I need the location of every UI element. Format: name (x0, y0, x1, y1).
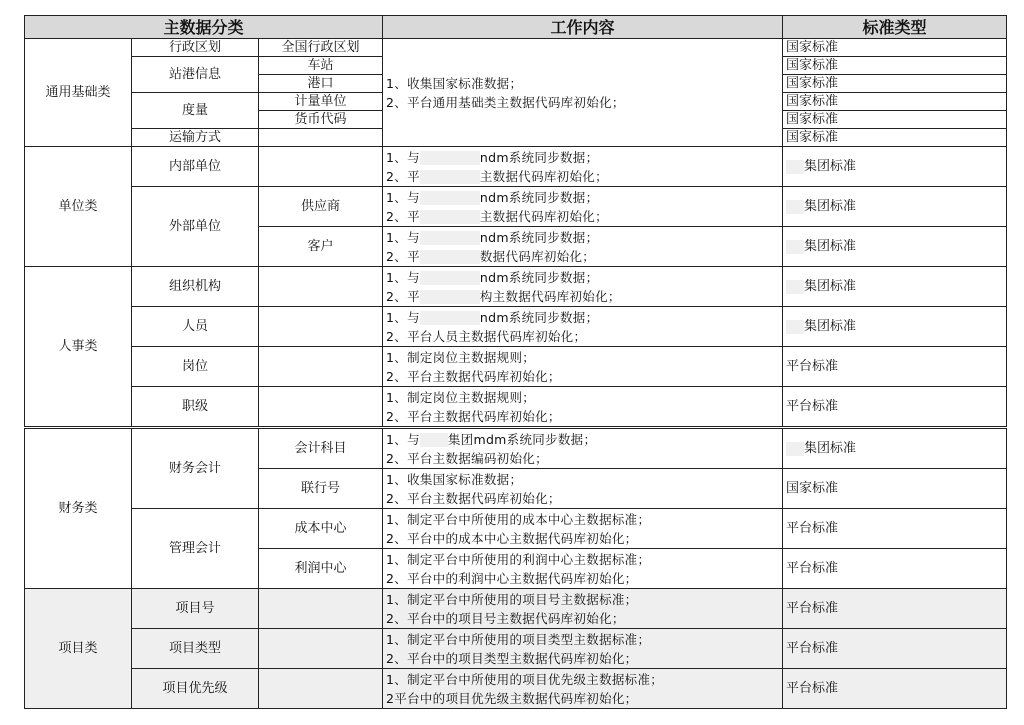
cell-customer: 客户 (259, 227, 383, 267)
std-cell: 国家标准 (783, 129, 1007, 147)
work-line: 1、收集国家标准数据； (386, 75, 523, 91)
header-work: 工作内容 (383, 16, 783, 39)
std-cell: 平台标准 (783, 347, 1007, 387)
work-person: 1、与 ndm系统同步数据； 2、平台人员主数据代码库初始化； (383, 307, 783, 347)
table-row (25, 267, 1007, 307)
std-cell: 国家标准 (783, 93, 1007, 111)
cell-project-priority: 项目优先级 (132, 669, 259, 709)
table-row (25, 39, 1007, 57)
cell-rank: 职级 (132, 387, 259, 428)
std-cell: 国家标准 (783, 111, 1007, 129)
table-row (25, 669, 1007, 709)
empty-cell (259, 267, 383, 307)
cell-external: 外部单位 (132, 187, 259, 267)
cell-post: 岗位 (132, 347, 259, 387)
cell-supplier: 供应商 (259, 187, 383, 227)
cell-person: 人员 (132, 307, 259, 347)
work-project-type: 1、制定平台中所使用的项目类型主数据标准； 2、平台中的项目类型主数据代码库初始化； (383, 629, 783, 669)
std-cell: 国家标准 (783, 75, 1007, 93)
group-finance: 财务类 (25, 428, 132, 589)
std-cell: 集团标准 (783, 147, 1007, 187)
work-bank: 1、收集国家标准数据； 2、平台主数据代码库初始化； (383, 469, 783, 509)
empty-cell (259, 129, 383, 147)
work-subject: 1、与 集团mdm系统同步数据； 2、平台主数据编码初始化； (383, 428, 783, 469)
cell-transport: 运输方式 (132, 129, 259, 147)
header-standard: 标准类型 (783, 16, 1007, 39)
std-cell: 国家标准 (783, 57, 1007, 75)
table-row (25, 629, 1007, 669)
cell-bank: 联行号 (259, 469, 383, 509)
cell-measure: 度量 (132, 93, 259, 129)
std-cell: 国家标准 (783, 39, 1007, 57)
std-cell: 平台标准 (783, 629, 1007, 669)
std-cell: 平台标准 (783, 387, 1007, 428)
std-cell: 国家标准 (783, 469, 1007, 509)
cell-org: 组织机构 (132, 267, 259, 307)
work-project-num: 1、制定平台中所使用的项目号主数据标准； 2、平台中的项目号主数据代码库初始化； (383, 589, 783, 629)
empty-cell (259, 347, 383, 387)
work-internal: 1、与 ndm系统同步数据； 2、平 主数据代码库初始化； (383, 147, 783, 187)
group-project: 项目类 (25, 589, 132, 709)
table-row (25, 147, 1007, 187)
table-row (25, 187, 1007, 227)
std-cell: 平台标准 (783, 549, 1007, 589)
group-general: 通用基础类 (25, 39, 132, 147)
cell-accounting: 财务会计 (132, 428, 259, 509)
empty-cell (259, 589, 383, 629)
std-cell: 平台标准 (783, 589, 1007, 629)
empty-cell (259, 669, 383, 709)
header-category: 主数据分类 (25, 16, 383, 39)
cell-subject: 会计科目 (259, 428, 383, 469)
work-supplier: 1、与 ndm系统同步数据； 2、平 主数据代码库初始化； (383, 187, 783, 227)
std-cell: 集团标准 (783, 428, 1007, 469)
cell-project-num: 项目号 (132, 589, 259, 629)
cell-port: 港口 (259, 75, 383, 93)
std-cell: 集团标准 (783, 227, 1007, 267)
cell-project-type: 项目类型 (132, 629, 259, 669)
work-line: 2、平台通用基础类主数据代码库初始化； (386, 94, 625, 110)
work-customer: 1、与 ndm系统同步数据； 2、平 数据代码库初始化； (383, 227, 783, 267)
master-data-table (24, 15, 1007, 709)
cell-internal: 内部单位 (132, 147, 259, 187)
std-cell: 集团标准 (783, 187, 1007, 227)
work-general (383, 39, 783, 147)
table-row (25, 589, 1007, 629)
std-cell: 平台标准 (783, 509, 1007, 549)
cell-admin-area-sub: 全国行政区划 (259, 39, 383, 57)
table-row (25, 509, 1007, 549)
work-project-priority: 1、制定平台中所使用的项目优先级主数据标准； 2平台中的项目优先级主数据代码库初始化； (383, 669, 783, 709)
work-org: 1、与 ndm系统同步数据； 2、平 构主数据代码库初始化； (383, 267, 783, 307)
cell-currency: 货币代码 (259, 111, 383, 129)
group-unit: 单位类 (25, 147, 132, 267)
header-row (25, 16, 1007, 39)
empty-cell (259, 147, 383, 187)
cell-admin-area: 行政区划 (132, 39, 259, 57)
work-cost: 1、制定平台中所使用的成本中心主数据标准； 2、平台中的成本中心主数据代码库初始化； (383, 509, 783, 549)
empty-cell (259, 387, 383, 428)
std-cell: 平台标准 (783, 669, 1007, 709)
table-row (25, 307, 1007, 347)
cell-station: 车站 (259, 57, 383, 75)
cell-unit: 计量单位 (259, 93, 383, 111)
empty-cell (259, 629, 383, 669)
work-post: 1、制定岗位主数据规则； 2、平台主数据代码库初始化； (383, 347, 783, 387)
std-cell: 集团标准 (783, 307, 1007, 347)
std-cell: 集团标准 (783, 267, 1007, 307)
cell-profit: 利润中心 (259, 549, 383, 589)
table-row (25, 428, 1007, 469)
cell-port-info: 站港信息 (132, 57, 259, 93)
table-row (25, 387, 1007, 428)
cell-mgmt: 管理会计 (132, 509, 259, 589)
empty-cell (259, 307, 383, 347)
work-rank: 1、制定岗位主数据规则； 2、平台主数据代码库初始化； (383, 387, 783, 428)
group-hr: 人事类 (25, 267, 132, 428)
cell-cost: 成本中心 (259, 509, 383, 549)
table-row (25, 347, 1007, 387)
work-profit: 1、制定平台中所使用的利润中心主数据标准； 2、平台中的利润中心主数据代码库初始化； (383, 549, 783, 589)
